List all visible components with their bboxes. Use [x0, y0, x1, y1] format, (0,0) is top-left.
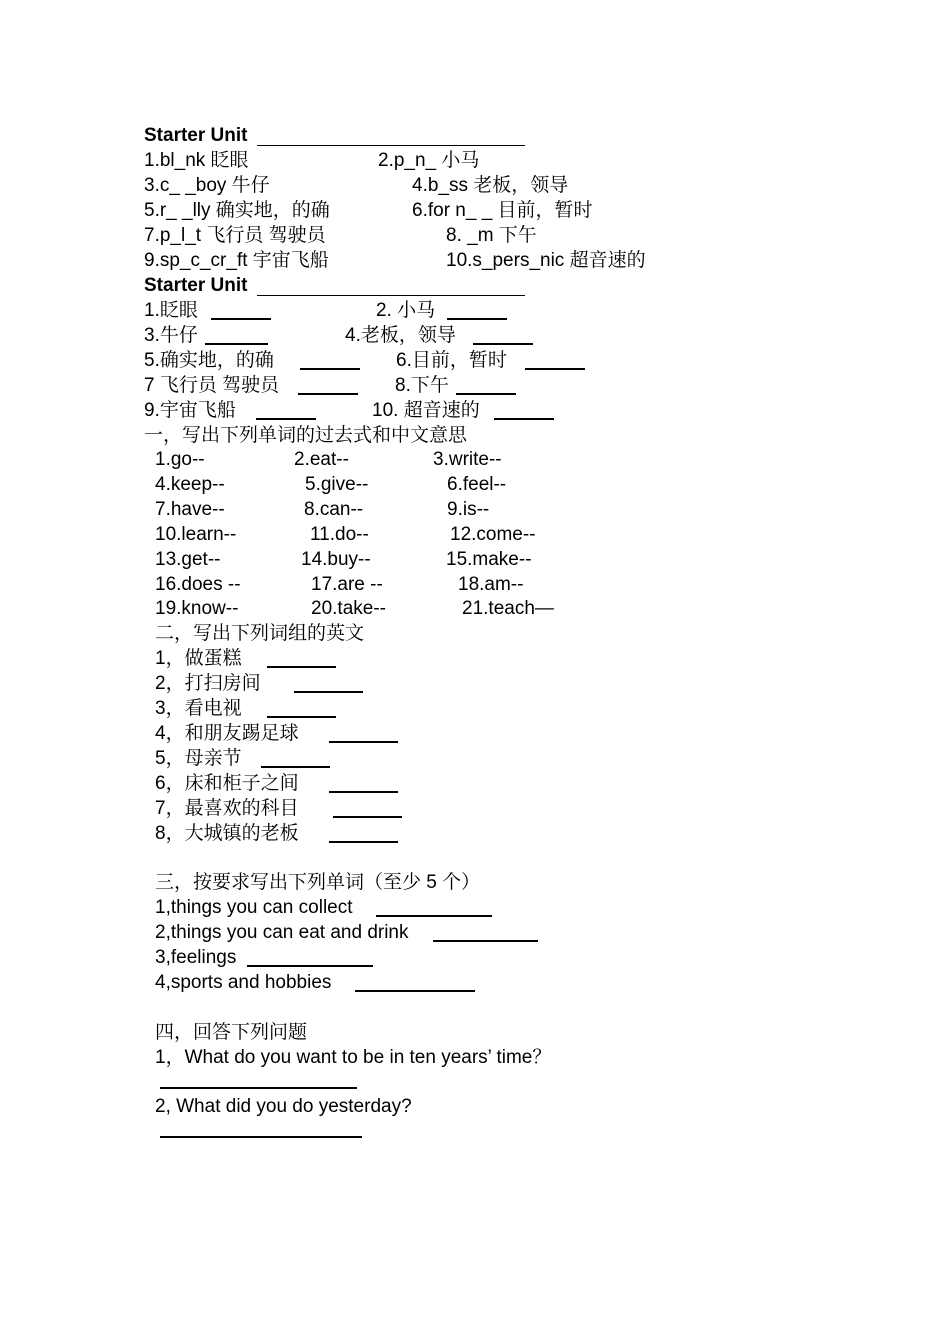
verb-item: 6.feel--	[447, 474, 507, 495]
answer-blank[interactable]	[300, 368, 360, 370]
answer-blank[interactable]	[247, 965, 373, 967]
answer-blank[interactable]	[298, 393, 358, 395]
question-item: 1，What do you want to be in ten years’ time？	[155, 1047, 552, 1068]
verb-item: 11.do--	[310, 524, 369, 545]
part-a-item: 5.r_ _lly 确实地，的确	[144, 200, 330, 221]
part-a-item: 3.c_ _boy 牛仔	[144, 175, 270, 196]
answer-blank[interactable]	[355, 990, 475, 992]
verb-item: 21.teach—	[462, 598, 554, 619]
verb-item: 13.get--	[155, 549, 221, 570]
part-b-item: 5.确实地，的确	[144, 350, 274, 371]
verb-item: 17.are --	[311, 574, 383, 595]
answer-blank[interactable]	[329, 741, 398, 743]
section3-title: 三，按要求写出下列单词（至少 5 个）	[155, 872, 481, 893]
answer-blank[interactable]	[256, 418, 316, 420]
verb-item: 2.eat--	[294, 449, 349, 470]
verb-item: 20.take--	[311, 598, 386, 619]
verb-item: 1.go--	[155, 449, 205, 470]
answer-blank[interactable]	[525, 368, 585, 370]
part-b-item: 7 飞行员 驾驶员	[144, 375, 280, 396]
part-b-item: 4.老板，领导	[345, 325, 456, 346]
answer-blank[interactable]	[329, 841, 398, 843]
part-b-item: 6.目前，暂时	[396, 350, 507, 371]
verb-item: 7.have--	[155, 499, 225, 520]
answer-blank[interactable]	[494, 418, 554, 420]
part-b-item: 10. 超音速的	[372, 400, 480, 421]
answer-blank[interactable]	[433, 940, 538, 942]
part-a-item: 1.bl_nk 眨眼	[144, 150, 249, 171]
phrase-item: 6，床和柜子之间	[155, 773, 299, 794]
category-item: 4,sports and hobbies	[155, 972, 332, 993]
verb-item: 16.does --	[155, 574, 241, 595]
answer-blank[interactable]	[333, 816, 402, 818]
verb-item: 18.am--	[458, 574, 524, 595]
verb-item: 9.is--	[447, 499, 490, 520]
answer-blank[interactable]	[267, 716, 336, 718]
part-a-item: 6.for n_ _ 目前，暂时	[412, 200, 593, 221]
answer-blank[interactable]	[160, 1136, 362, 1138]
section2-title: 二，写出下列词组的英文	[155, 623, 365, 644]
answer-blank[interactable]	[211, 318, 271, 320]
title-underline-2	[257, 295, 525, 296]
phrase-item: 3，看电视	[155, 698, 242, 719]
part-a-item: 7.p_l_t 飞行员 驾驶员	[144, 225, 326, 246]
category-item: 1,things you can collect	[155, 897, 353, 918]
verb-item: 14.buy--	[301, 549, 371, 570]
part-b-item: 1.眨眼	[144, 300, 198, 321]
verb-item: 19.know--	[155, 598, 239, 619]
starter-unit-title-2: Starter Unit	[144, 275, 248, 296]
answer-blank[interactable]	[456, 393, 516, 395]
category-item: 2,things you can eat and drink	[155, 922, 409, 943]
phrase-item: 5，母亲节	[155, 748, 242, 769]
phrase-item: 8，大城镇的老板	[155, 823, 299, 844]
answer-blank[interactable]	[294, 691, 363, 693]
verb-item: 4.keep--	[155, 474, 225, 495]
part-a-item: 4.b_ss 老板，领导	[412, 175, 569, 196]
verb-item: 15.make--	[446, 549, 532, 570]
verb-item: 12.come--	[450, 524, 536, 545]
answer-blank[interactable]	[205, 343, 268, 345]
answer-blank[interactable]	[267, 666, 336, 668]
part-b-item: 9.宇宙飞船	[144, 400, 236, 421]
part-a-item: 9.sp_c_cr_ft 宇宙飞船	[144, 250, 329, 271]
answer-blank[interactable]	[447, 318, 507, 320]
category-item: 3,feelings	[155, 947, 237, 968]
title-underline-1	[257, 145, 525, 146]
part-a-item: 8. _m 下午	[446, 225, 537, 246]
question-item: 2, What did you do yesterday?	[155, 1096, 412, 1117]
verb-item: 5.give--	[305, 474, 369, 495]
part-a-item: 10.s_pers_nic 超音速的	[446, 250, 646, 271]
phrase-item: 4，和朋友踢足球	[155, 723, 299, 744]
answer-blank[interactable]	[329, 791, 398, 793]
part-b-item: 3.牛仔	[144, 325, 198, 346]
section1-title: 一，写出下列单词的过去式和中文意思	[144, 425, 468, 446]
phrase-item: 7，最喜欢的科目	[155, 798, 299, 819]
section4-title: 四，回答下列问题	[155, 1022, 308, 1043]
answer-blank[interactable]	[261, 766, 330, 768]
verb-item: 10.learn--	[155, 524, 237, 545]
phrase-item: 2，打扫房间	[155, 673, 261, 694]
starter-unit-title-1: Starter Unit	[144, 125, 248, 146]
phrase-item: 1，做蛋糕	[155, 648, 242, 669]
part-b-item: 2. 小马	[376, 300, 436, 321]
verb-item: 8.can--	[304, 499, 364, 520]
answer-blank[interactable]	[473, 343, 533, 345]
part-a-item: 2.p_n_ 小马	[378, 150, 480, 171]
part-b-item: 8.下午	[395, 375, 449, 396]
verb-item: 3.write--	[433, 449, 502, 470]
answer-blank[interactable]	[376, 915, 492, 917]
answer-blank[interactable]	[160, 1087, 357, 1089]
